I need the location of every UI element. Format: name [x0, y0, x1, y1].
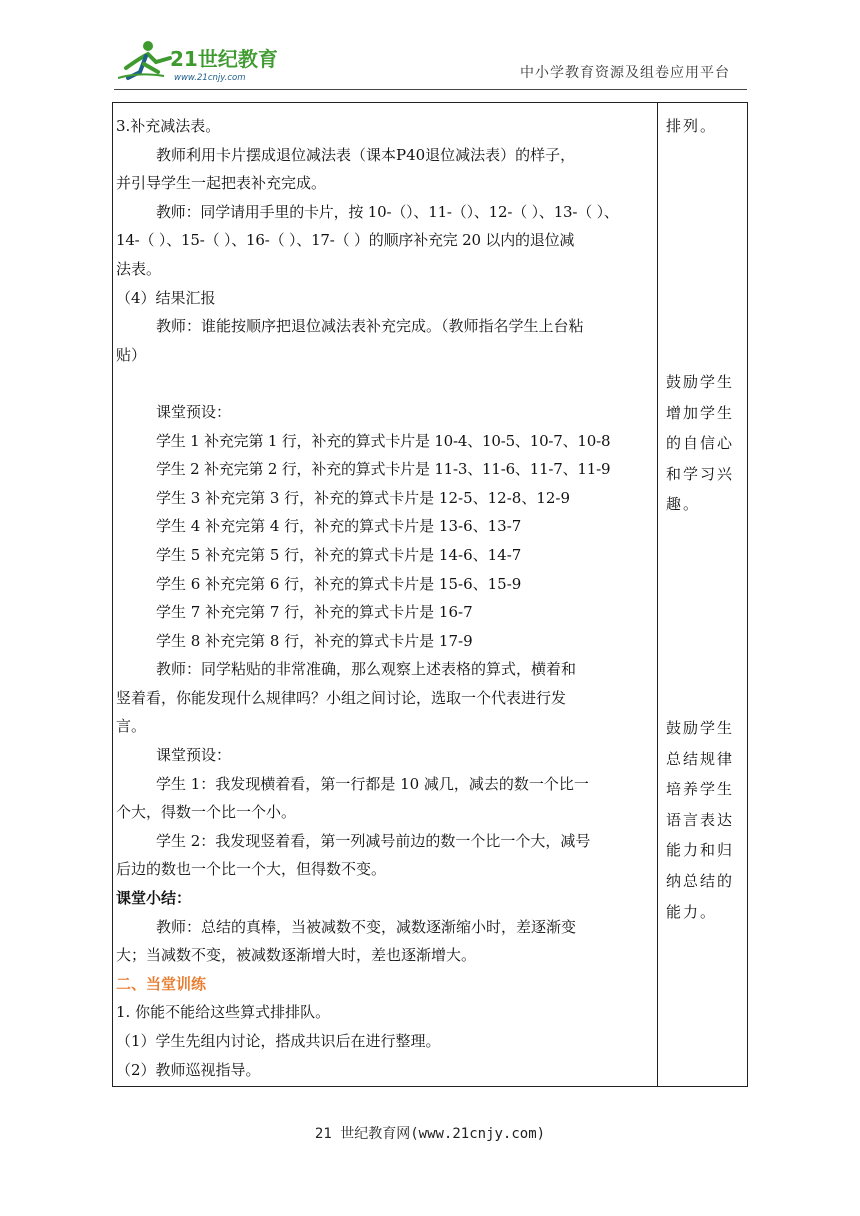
- line-24: 个大，得数一个比一个小。: [116, 803, 297, 822]
- line-14: 学生 4 补充完第 4 行，补充的算式卡片是 13-6、13-7: [156, 517, 522, 536]
- line-23: 学生 1：我发现横着看，第一行都是 10 减几，减去的数一个比一: [156, 774, 589, 793]
- line-5: 法表。: [116, 259, 162, 278]
- side-note-3-line-3: 语言表达: [666, 810, 735, 829]
- side-note-2-line-0: 鼓励学生: [666, 373, 735, 391]
- line-15: 学生 5 补充完第 5 行，补充的算式卡片是 14-6、14-7: [156, 545, 522, 564]
- line-18: 学生 8 补充完第 8 行，补充的算式卡片是 17-9: [156, 631, 473, 650]
- line-31: 1. 你能不能给这些算式排排队。: [116, 1003, 331, 1022]
- side-note-3-line-1: 总结规律: [666, 749, 735, 768]
- line-21: 言。: [116, 717, 147, 736]
- lesson-content: [116, 112, 652, 1084]
- line-17: 学生 7 补充完第 7 行，补充的算式卡片是 16-7: [156, 603, 473, 622]
- line-4: 14-（ ）、15-（ ）、16-（ ）、17-（ ）的顺序补充完 20 以内的退位减: [116, 231, 575, 250]
- line-11: 学生 1 补充完第 1 行，补充的算式卡片是 10-4、10-5、10-7、10-8: [156, 431, 611, 450]
- side-note-3: [666, 713, 746, 927]
- side-note-2: [666, 367, 746, 520]
- section-summary-heading: 课堂小结：: [116, 889, 192, 908]
- line-12: 学生 2 补充完第 2 行，补充的算式卡片是 11-3、11-6、11-7、11-9: [156, 460, 611, 479]
- line-2: 并引导学生一起把表补充完成。: [116, 174, 327, 193]
- line-28: 教师：总结的真棒，当被减数不变，减数逐渐缩小时，差逐渐变: [156, 917, 577, 936]
- side-note-1: [666, 111, 746, 142]
- header-divider: [114, 89, 747, 90]
- line-22: 课堂预设：: [156, 746, 232, 765]
- line-13: 学生 3 补充完第 3 行，补充的算式卡片是 12-5、12-8、12-9: [156, 488, 571, 507]
- side-note-2-line-3: 和学习兴: [666, 464, 735, 483]
- line-3: 教师：同学请用手里的卡片，按 10-（）、11-（）、12-（ ）、13-（ ）、: [156, 202, 619, 221]
- line-33: （2）教师巡视指导。: [116, 1060, 261, 1079]
- side-note-2-line-2: 的自信心: [666, 434, 735, 453]
- line-29: 大；当减数不变，被减数逐渐增大时，差也逐渐增大。: [116, 946, 477, 965]
- column-divider: [657, 103, 658, 1086]
- line-16: 学生 6 补充完第 6 行，补充的算式卡片是 15-6、15-9: [156, 574, 522, 593]
- page-footer: 21 世纪教育网(www.21cnjy.com): [314, 1126, 546, 1142]
- side-note-3-line-6: 能力。: [666, 902, 718, 921]
- logo[interactable]: [118, 38, 288, 84]
- section-practice-heading: 二、当堂训练: [116, 974, 207, 993]
- side-note-3-line-0: 鼓励学生: [666, 719, 735, 737]
- runner-logo-icon: [118, 38, 288, 84]
- page-header: [0, 0, 860, 100]
- line-25: 学生 2：我发现竖着看，第一列减号前边的数一个比一个大，减号: [156, 831, 591, 850]
- side-note-3-line-5: 纳总结的: [666, 871, 735, 890]
- line-10: 课堂预设：: [156, 402, 232, 421]
- line-32: （1）学生先组内讨论，搭成共识后在进行整理。: [116, 1032, 441, 1050]
- side-note-2-line-4: 趣。: [666, 495, 701, 514]
- line-19: 教师：同学粘贴的非常准确，那么观察上述表格的算式，横着和: [156, 660, 577, 679]
- side-note-3-line-4: 能力和归: [666, 841, 735, 860]
- line-6: （4）结果汇报: [116, 288, 216, 307]
- logo-text: 21世纪教育: [170, 47, 278, 71]
- lesson-table: [112, 102, 748, 1087]
- line-1: 教师利用卡片摆成退位减法表（课本P40退位减法表）的样子，: [156, 145, 576, 164]
- line-7: 教师：谁能按顺序把退位减法表补充完成。（教师指名学生上台粘: [156, 317, 584, 336]
- line-26: 后边的数也一个比一个大，但得数不变。: [116, 860, 387, 879]
- line-0: 3.补充减法表。: [116, 117, 221, 135]
- line-9: [116, 369, 652, 398]
- side-note-1-line-0: 排列。: [666, 117, 718, 135]
- line-20: 竖着看，你能发现什么规律吗？小组之间讨论，选取一个代表进行发: [116, 688, 567, 707]
- logo-url: www.21cnjy.com: [174, 73, 246, 83]
- side-note-2-line-1: 增加学生: [666, 403, 735, 422]
- platform-title: 中小学教育资源及组卷应用平台: [520, 65, 730, 81]
- side-note-3-line-2: 培养学生: [666, 780, 735, 799]
- line-8: 贴）: [116, 345, 147, 364]
